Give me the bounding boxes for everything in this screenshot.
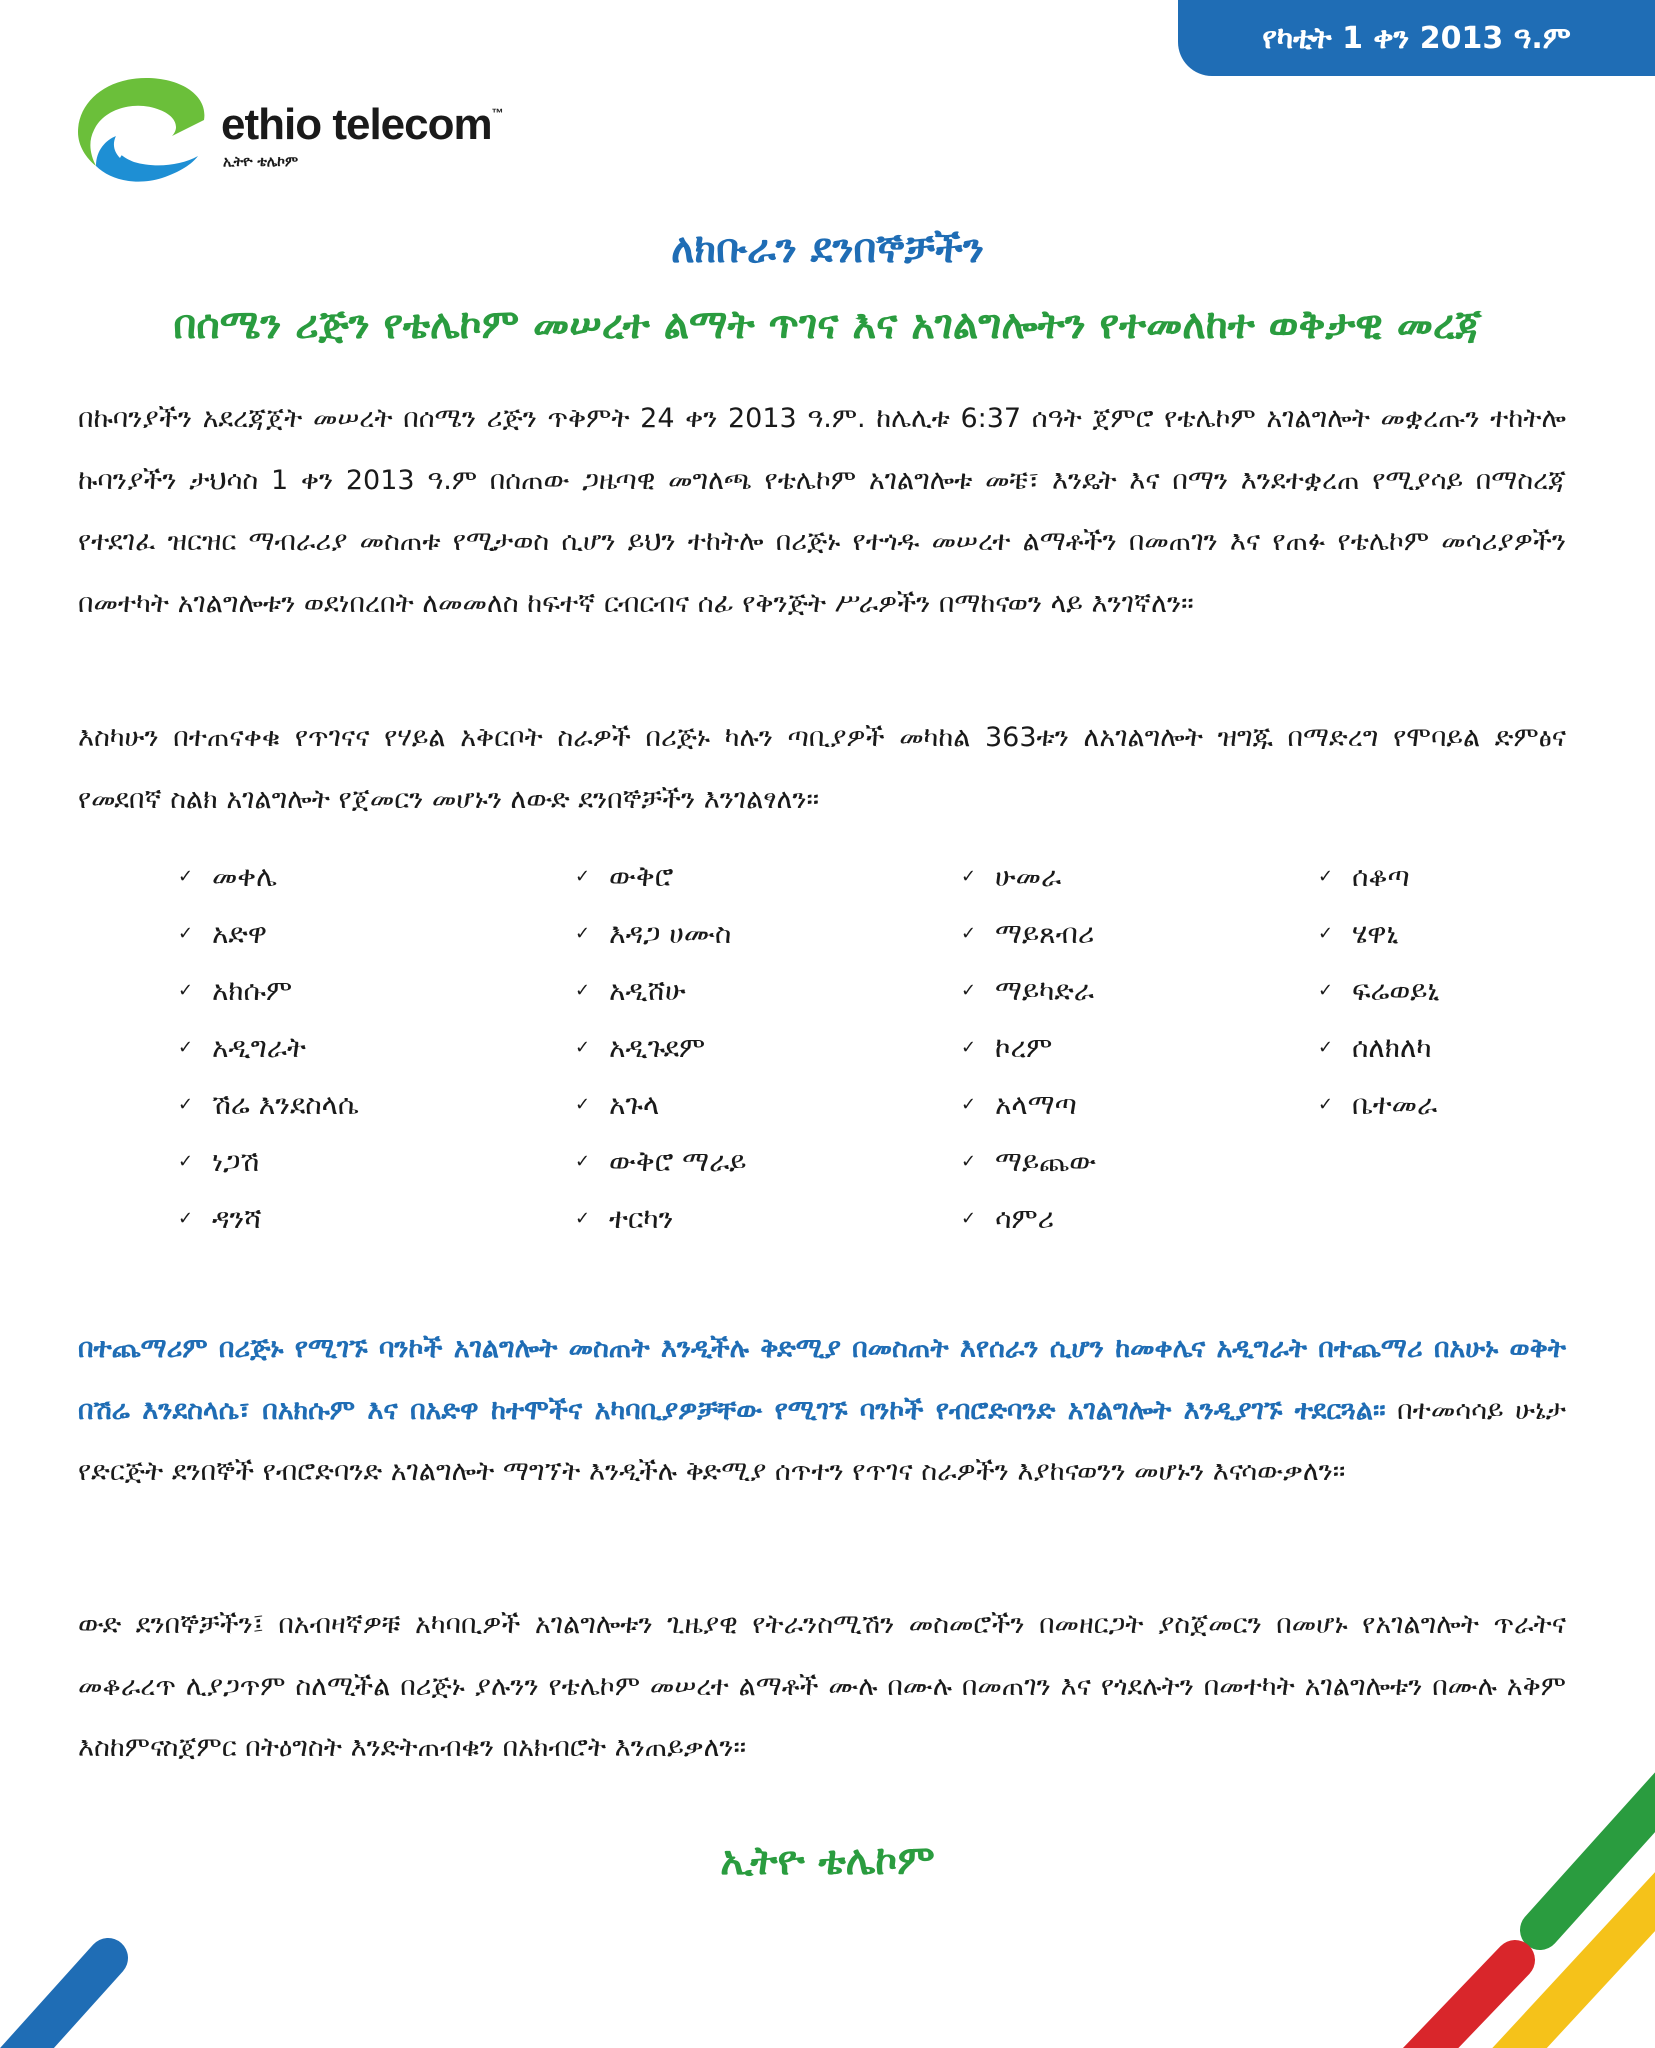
- location-name: ተርካን: [609, 1201, 674, 1235]
- list-item: [961, 1019, 1096, 1076]
- list-item: [575, 1019, 747, 1076]
- red-stripe: [1400, 1960, 1515, 2048]
- check-icon: ✓: [961, 866, 977, 887]
- heading-announcement-title: በሰሜን ሪጅን የቴሌኮም መሠረተ ልማት ጥገና እና አገልግሎትን የተመለከተ ወቅታዊ መረጃ: [173, 302, 1482, 348]
- location-name: አላማጣ: [995, 1087, 1077, 1121]
- list-item: [178, 1019, 359, 1076]
- list-item: [178, 848, 359, 905]
- yellow-stripe: [1490, 1880, 1655, 2048]
- list-item: [961, 962, 1096, 1019]
- check-icon: ✓: [1318, 923, 1334, 944]
- heading-dear-customers: ለክቡራን ደንበኞቻችን: [671, 226, 984, 272]
- list-item: [1318, 1019, 1439, 1076]
- list-item: [178, 962, 359, 1019]
- check-icon: ✓: [1318, 866, 1334, 887]
- list-item: [961, 1076, 1096, 1133]
- check-icon: ✓: [575, 980, 591, 1001]
- location-name: አድዋ: [212, 916, 268, 950]
- location-name: እዳጋ ሀሙስ: [609, 916, 732, 950]
- list-item: [575, 848, 747, 905]
- date-banner: የካቲት 1 ቀን 2013 ዓ.ም: [1178, 0, 1655, 76]
- list-item: [575, 1190, 747, 1247]
- check-icon: ✓: [178, 980, 194, 1001]
- location-list-column-4: [1318, 848, 1439, 1133]
- logo-swoosh-icon: [76, 74, 216, 186]
- ethio-telecom-logo: [76, 74, 546, 194]
- check-icon: ✓: [961, 923, 977, 944]
- check-icon: ✓: [178, 1208, 194, 1229]
- location-name: ሽሬ እንደስላሴ: [212, 1087, 359, 1121]
- location-name: ማይጨው: [995, 1144, 1097, 1178]
- location-name: ሳምሪ: [995, 1201, 1054, 1235]
- check-icon: ✓: [961, 980, 977, 1001]
- check-icon: ✓: [178, 1151, 194, 1172]
- location-list-column-3: [961, 848, 1096, 1247]
- location-name: ቤተመራ: [1352, 1087, 1438, 1121]
- list-item: [961, 1190, 1096, 1247]
- check-icon: ✓: [178, 866, 194, 887]
- list-item: [575, 962, 747, 1019]
- check-icon: ✓: [575, 923, 591, 944]
- check-icon: ✓: [961, 1037, 977, 1058]
- list-item: [961, 1133, 1096, 1190]
- location-name: ሁመራ: [995, 859, 1062, 893]
- check-icon: ✓: [961, 1151, 977, 1172]
- paragraph-banks: [78, 1318, 1566, 1503]
- list-item: [1318, 848, 1439, 905]
- location-name: ሄዋኒ: [1352, 916, 1399, 950]
- location-list-column-1: [178, 848, 359, 1247]
- check-icon: ✓: [178, 1037, 194, 1058]
- list-item: [1318, 905, 1439, 962]
- location-name: ማይጸብሪ: [995, 916, 1095, 950]
- location-name: ነጋሽ: [212, 1144, 260, 1178]
- check-icon: ✓: [1318, 980, 1334, 1001]
- list-item: [1318, 962, 1439, 1019]
- location-name: ፍሬወይኒ: [1352, 973, 1440, 1007]
- list-item: [575, 905, 747, 962]
- location-name: ኮረም: [995, 1030, 1053, 1064]
- check-icon: ✓: [961, 1208, 977, 1229]
- check-icon: ✓: [575, 1037, 591, 1058]
- logo-subtitle: ኢትዮ ቴሌኮም: [223, 154, 299, 170]
- location-name: መቀሌ: [212, 859, 277, 893]
- check-icon: ✓: [178, 1094, 194, 1115]
- check-icon: ✓: [575, 1151, 591, 1172]
- check-icon: ✓: [575, 1208, 591, 1229]
- location-list-column-2: [575, 848, 747, 1247]
- list-item: [961, 905, 1096, 962]
- paragraph-banks-highlight: በተጨማሪም በሪጅኑ የሚገኙ ባንኮች አገልግሎት መስጠት እንዲችሉ ቅድሚያ በመስጠት እየሰራን ሲሆን ከመቀሌና አዲግራት በተጨማሪ በአሁኑ ወቅት በሽሬ እንደስላሴ፣ በአክሱም እና በአድዋ ከተሞችና አካባቢያዎቻቸው የሚገኙ ባንኮች የብሮድባንድ አገልግሎት እንዲያገኙ ተደርጓል።: [78, 1333, 1566, 1426]
- location-name: አዲሸሁ: [609, 973, 686, 1007]
- location-name: ውቅሮ: [609, 859, 674, 893]
- signature-ethio-telecom: ኢትዮ ቴሌኮም: [720, 1838, 935, 1884]
- location-name: ሰቆጣ: [1352, 859, 1410, 893]
- check-icon: ✓: [575, 866, 591, 887]
- location-name: አዲግራት: [212, 1030, 306, 1064]
- blue-stripe: [0, 1958, 108, 2048]
- check-icon: ✓: [961, 1094, 977, 1115]
- list-item: [961, 848, 1096, 905]
- location-name: ዳንሻ: [212, 1201, 262, 1235]
- list-item: [1318, 1076, 1439, 1133]
- logo-wordmark: ethio telecom™: [221, 100, 503, 149]
- check-icon: ✓: [178, 923, 194, 944]
- location-name: አዲጉደም: [609, 1030, 706, 1064]
- paragraph-background: በኩባንያችን አደረጃጀት መሠረት በሰሜን ሪጅን ጥቅምት 24 ቀን 2013 ዓ.ም. ከሌሊቱ 6:37 ሰዓት ጀምሮ የቴሌኮም አገልግሎት መቋረጡን ተከትሎ ኩባንያችን ታህሳስ 1 ቀን 2013 ዓ.ም በሰጠው ጋዜጣዊ መግለጫ የቴሌኮም አገልግሎቱ መቼ፣ እንዴት እና በማን እንደተቋረጠ የሚያሳይ በማስረጃ የተደገፈ ዝርዝር ማብራሪያ መስጠቱ የሚታወስ ሲሆን ይህን ተከትሎ በሪጅኑ የተጎዱ መሠረተ ልማቶችን በመጠገን እና የጠፉ የቴሌኮም መሳሪያዎችን በመተካት አገልግሎቱን ወደነበረበት ለመመለስ ከፍተኛ ርብርብና ሰፊ የቅንጅት ሥራዎችን በማከናወን ላይ እንገኛለን።: [78, 403, 1566, 619]
- list-item: [575, 1076, 747, 1133]
- location-name: ማይካድራ: [995, 973, 1094, 1007]
- paragraph-restored-sites: እስካሁን በተጠናቀቁ የጥገናና የሃይል አቅርቦት ስራዎች በሪጅኑ ካሉን ጣቢያዎች መካከል 363ቱን ለአገልግሎት ዝግጁ በማድረግ የሞባይል ድምፅና የመደበኛ ስልክ አገልግሎት የጀመርን መሆኑን ለውድ ደንበኞቻችን እንገልፃለን።: [78, 722, 1566, 815]
- check-icon: ✓: [575, 1094, 591, 1115]
- paragraph-banks-rest: በተመሳሳይ ሁኔታ የድርጅት ደንበኞች የብሮድባንድ አገልግሎት ማግኘት እንዲችሉ ቅድሚያ ሰጥተን የጥገና ስራዎችን እያከናወንን መሆኑን እናሳውቃለን።: [78, 1394, 1566, 1487]
- paragraph-request-patience: ውድ ደንበኞቻችን፤ በአብዛኛዎቹ አካባቢዎች አገልግሎቱን ጊዜያዊ የትራንስሚሽን መስመሮችን በመዘርጋት ያስጀመርን በመሆኑ የአገልግሎት ጥራትና መቆራረጥ ሊያጋጥም ስለሚችል በሪጅኑ ያሉንን የቴሌኮም መሠረተ ልማቶች ሙሉ በሙሉ በመጠገን እና የጎደሉትን በመተካት አገልግሎቱን በሙሉ አቅም እስከምናስጀምር በትዕግስት እንድትጠብቁን በአክብሮት እንጠይቃለን።: [78, 1609, 1566, 1763]
- location-name: ሰለክለካ: [1352, 1030, 1432, 1064]
- location-name: አክሱም: [212, 973, 293, 1007]
- list-item: [575, 1133, 747, 1190]
- list-item: [178, 1133, 359, 1190]
- location-name: ውቅሮ ማራይ: [609, 1144, 747, 1178]
- list-item: [178, 1076, 359, 1133]
- check-icon: ✓: [1318, 1037, 1334, 1058]
- list-item: [178, 1190, 359, 1247]
- location-name: አጉላ: [609, 1087, 660, 1121]
- list-item: [178, 905, 359, 962]
- check-icon: ✓: [1318, 1094, 1334, 1115]
